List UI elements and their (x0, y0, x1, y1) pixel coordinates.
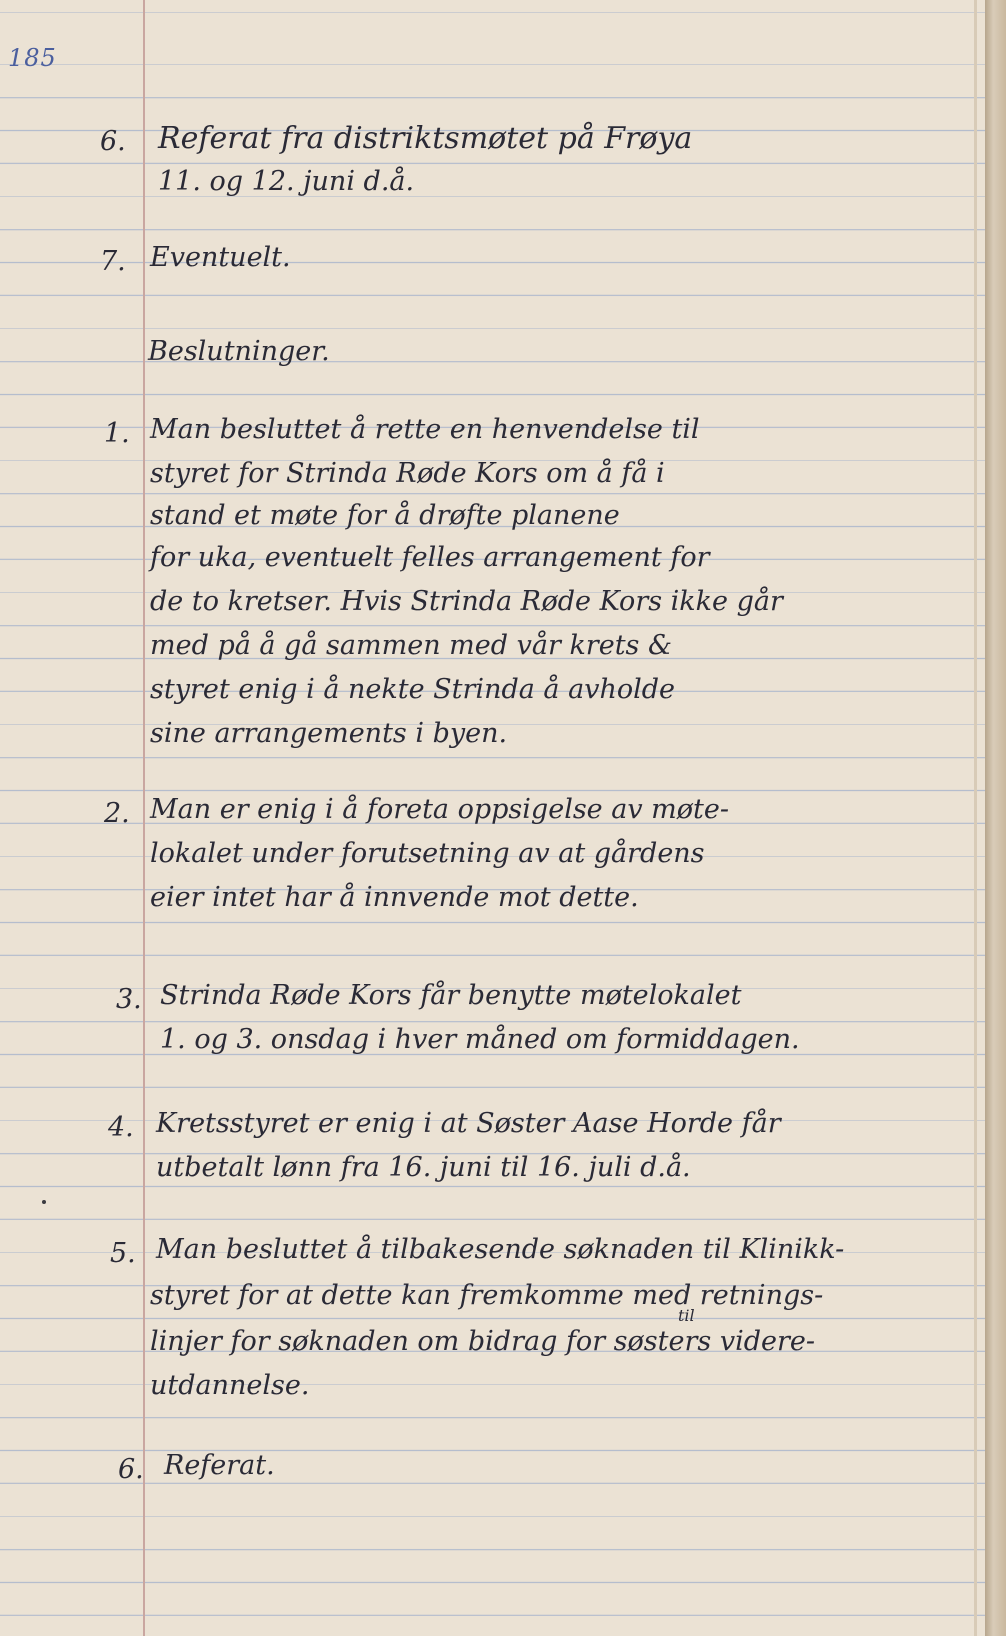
handwritten-line: Referat fra distriktsmøtet på Frøya (158, 121, 693, 156)
handwritten-line: Man besluttet å tilbakesende søknaden til Klinikk- (156, 1234, 845, 1265)
handwritten-line: utdannelse. (150, 1370, 310, 1401)
handwritten-line: 11. og 12. juni d.å. (158, 166, 415, 197)
item-number: 6. (100, 126, 126, 157)
handwritten-line: eier intet har å innvende mot dette. (150, 882, 639, 913)
handwritten-line: Kretsstyret er enig i at Søster Aase Horde får (156, 1108, 781, 1139)
handwritten-line: linjer for søknaden om bidrag for søsters videre- (150, 1326, 815, 1357)
item-number: 3. (116, 984, 142, 1015)
handwritten-line: 1. og 3. onsdag i hver måned om formiddagen. (160, 1024, 800, 1055)
handwritten-line: Referat. (164, 1450, 275, 1481)
handwritten-line: Man besluttet å rette en henvendelse til (150, 414, 700, 445)
book-edge (985, 0, 1006, 1636)
handwritten-line: Man er enig i å foreta oppsigelse av møte- (150, 794, 729, 825)
handwritten-line: de to kretser. Hvis Strinda Røde Kors ikke går (150, 586, 783, 617)
item-number: 4. (108, 1112, 134, 1143)
handwritten-line: med på å gå sammen med vår krets & (150, 630, 673, 661)
handwritten-line: styret for Strinda Røde Kors om å få i (150, 458, 665, 489)
handwritten-line: Eventuelt. (150, 242, 291, 273)
page-edge (974, 0, 977, 1636)
ink-dot (42, 1200, 46, 1204)
item-number: 5. (110, 1238, 136, 1269)
handwritten-line: utbetalt lønn fra 16. juni til 16. juli d.å. (156, 1152, 691, 1183)
handwritten-line: sine arrangements i byen. (150, 718, 508, 749)
margin-line (143, 0, 145, 1636)
inserted-word: til (678, 1306, 695, 1325)
section-heading: Beslutninger. (148, 336, 330, 367)
handwritten-line: for uka, eventuelt felles arrangement for (150, 542, 710, 573)
handwritten-line: styret enig i å nekte Strinda å avholde (150, 674, 675, 705)
item-number: 6. (118, 1454, 144, 1485)
handwritten-line: styret for at dette kan fremkomme med retnings- (150, 1280, 824, 1311)
item-number: 1. (104, 418, 130, 449)
item-number: 7. (100, 246, 126, 277)
page-number: 185 (8, 44, 57, 72)
item-number: 2. (104, 798, 130, 829)
handwritten-line: stand et møte for å drøfte planene (150, 500, 620, 531)
handwritten-line: Strinda Røde Kors får benytte møtelokalet (160, 980, 742, 1011)
handwritten-line: lokalet under forutsetning av at gårdens (150, 838, 705, 869)
